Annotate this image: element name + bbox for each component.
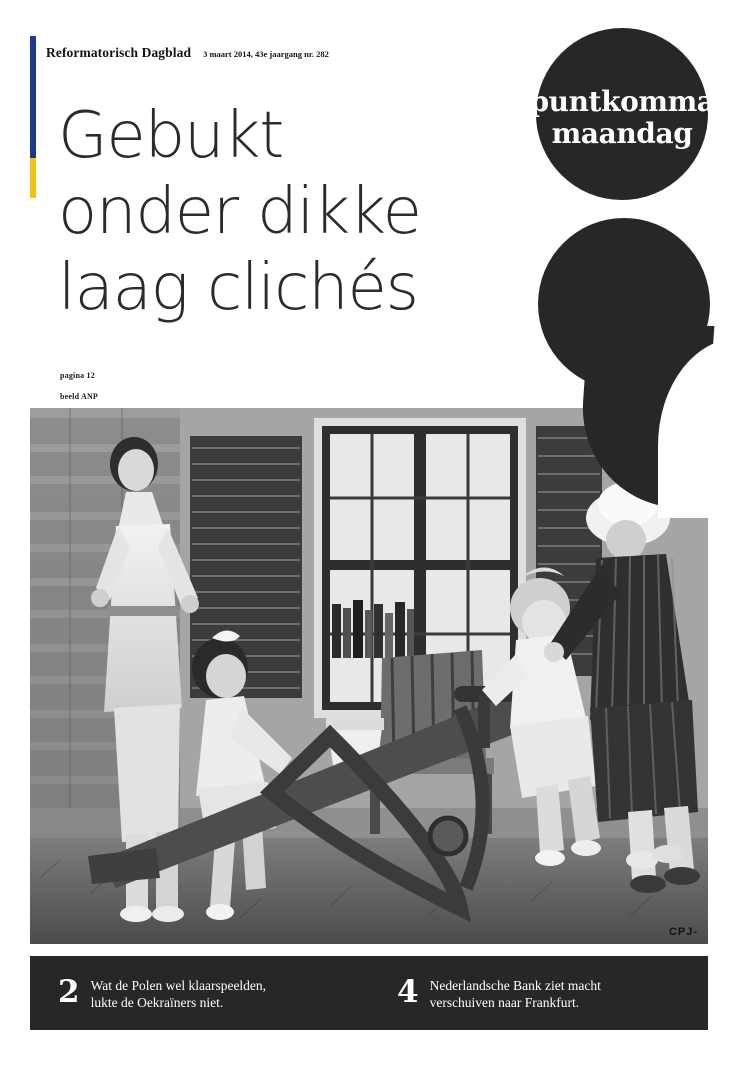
headline-line-2: onder dikke: [58, 175, 421, 249]
page-reference[interactable]: pagina 12: [60, 371, 95, 380]
teaser-item-2[interactable]: [369, 975, 708, 1011]
accent-bar-blue: [30, 36, 36, 158]
photo-signature: CPJ-: [668, 926, 698, 938]
teaser-text-line-2: lukte de Oekraïners niet.: [90, 995, 224, 1010]
teaser-text: [91, 975, 266, 1011]
newspaper-title: Reformatorisch Dagblad: [46, 45, 192, 60]
teaser-page-number: 2: [58, 974, 80, 1010]
teaser-bar: [30, 956, 708, 1030]
teaser-page-number: 4: [397, 974, 419, 1010]
accent-bar-yellow: [30, 158, 36, 198]
masthead: [46, 45, 329, 61]
logo-line-2: maandag: [551, 117, 693, 150]
page-title: [58, 98, 528, 326]
issue-info: 3 maart 2014, 43e jaargang nr. 282: [203, 49, 329, 59]
headline-line-1: Gebukt: [58, 99, 284, 173]
comma-mark-icon: [538, 218, 728, 508]
brand-accent-bar: [30, 36, 36, 198]
image-credit: beeld ANP: [60, 392, 99, 401]
credits-block: [60, 370, 98, 412]
puntkomma-logo-circle[interactable]: [536, 28, 708, 200]
teaser-text-line-1: Nederlandsche Bank ziet macht: [429, 978, 601, 993]
teaser-text-line-1: Wat de Polen wel klaarspeelden,: [90, 978, 267, 993]
teaser-text-line-2: verschuiven naar Frankfurt.: [429, 995, 580, 1010]
logo-line-1: puntkomma: [529, 85, 715, 118]
teaser-text: [430, 975, 601, 1011]
headline-line-3: laag clichés: [58, 251, 418, 325]
teaser-item-1[interactable]: [30, 975, 369, 1011]
